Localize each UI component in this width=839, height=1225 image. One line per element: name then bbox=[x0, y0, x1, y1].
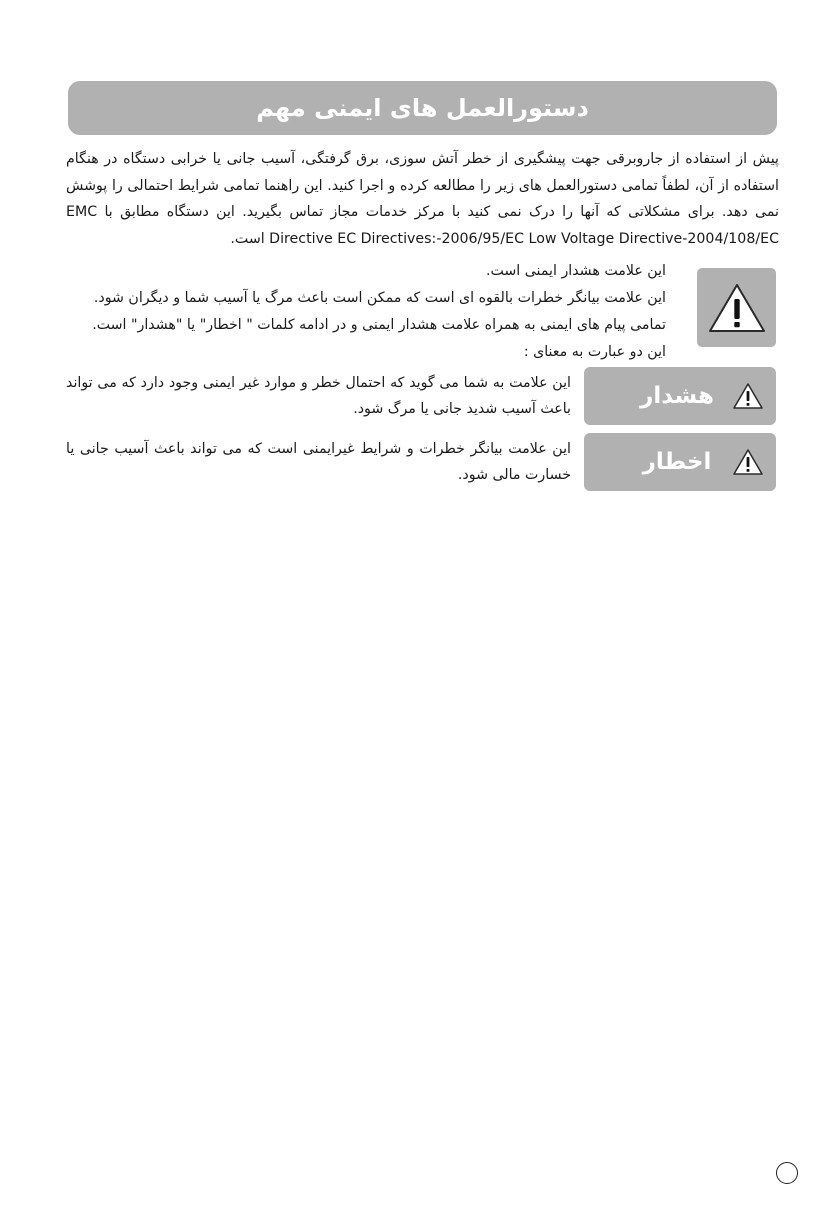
page-number-marker bbox=[776, 1162, 798, 1184]
alert-line: این علامت هشدار ایمنی است. bbox=[485, 263, 666, 279]
section-title-banner bbox=[68, 81, 777, 135]
safety-alert-description bbox=[66, 258, 666, 366]
alert-line: این دو عبارت به معنای : bbox=[523, 344, 666, 360]
signal-warning-description: این علامت به شما می گوید که احتمال خطر و موارد غیر ایمنی وجود دارد که می تواند باعث آسیب شدید جانی یا مرگ شود. bbox=[66, 375, 571, 417]
signal-caution-description: این علامت بیانگر خطرات و شرایط غیرایمنی است که می تواند باعث آسیب جانی یا خسارت مالی شود. bbox=[66, 441, 571, 483]
signal-word-caution: اخطار bbox=[642, 449, 712, 475]
signal-word-warning: هشدار bbox=[640, 383, 714, 409]
section-title: دستورالعمل های ایمنی مهم bbox=[256, 94, 589, 122]
warning-triangle-icon bbox=[732, 382, 764, 410]
signal-word-caution-box bbox=[584, 433, 776, 491]
alert-line: این علامت بیانگر خطرات بالقوه ای است که ممکن است باعث مرگ یا آسیب شما و دیگران شود. bbox=[93, 290, 666, 306]
intro-paragraph: پیش از استفاده از جاروبرقی جهت پیشگیری از خطر آتش سوزی، برق گرفتگی، آسیب جانی یا خرابی دستگاه در هنگام استفاده از آن، لطفاً تمامی دستورالعمل های زیر را مطالعه کرده و اجرا کنید. این راهنما تمامی شرایط احتمالی را پوشش نمی دهد. برای مشکلاتی که آنها را درک نمی کنید با مرکز خدمات مجاز تماس بگیرید. این دستگاه مطابق با EMC Directive EC Directives:-2006/95/EC Low Voltage Directive-2004/108/EC است. bbox=[66, 151, 779, 247]
warning-triangle-icon bbox=[732, 448, 764, 476]
signal-word-warning-box bbox=[584, 367, 776, 425]
safety-alert-symbol-box bbox=[697, 268, 776, 347]
alert-line: تمامی پیام های ایمنی به همراه علامت هشدار ایمنی و در ادامه کلمات " اخطار" یا "هشدار" است. bbox=[92, 317, 666, 333]
warning-triangle-icon bbox=[707, 282, 767, 334]
